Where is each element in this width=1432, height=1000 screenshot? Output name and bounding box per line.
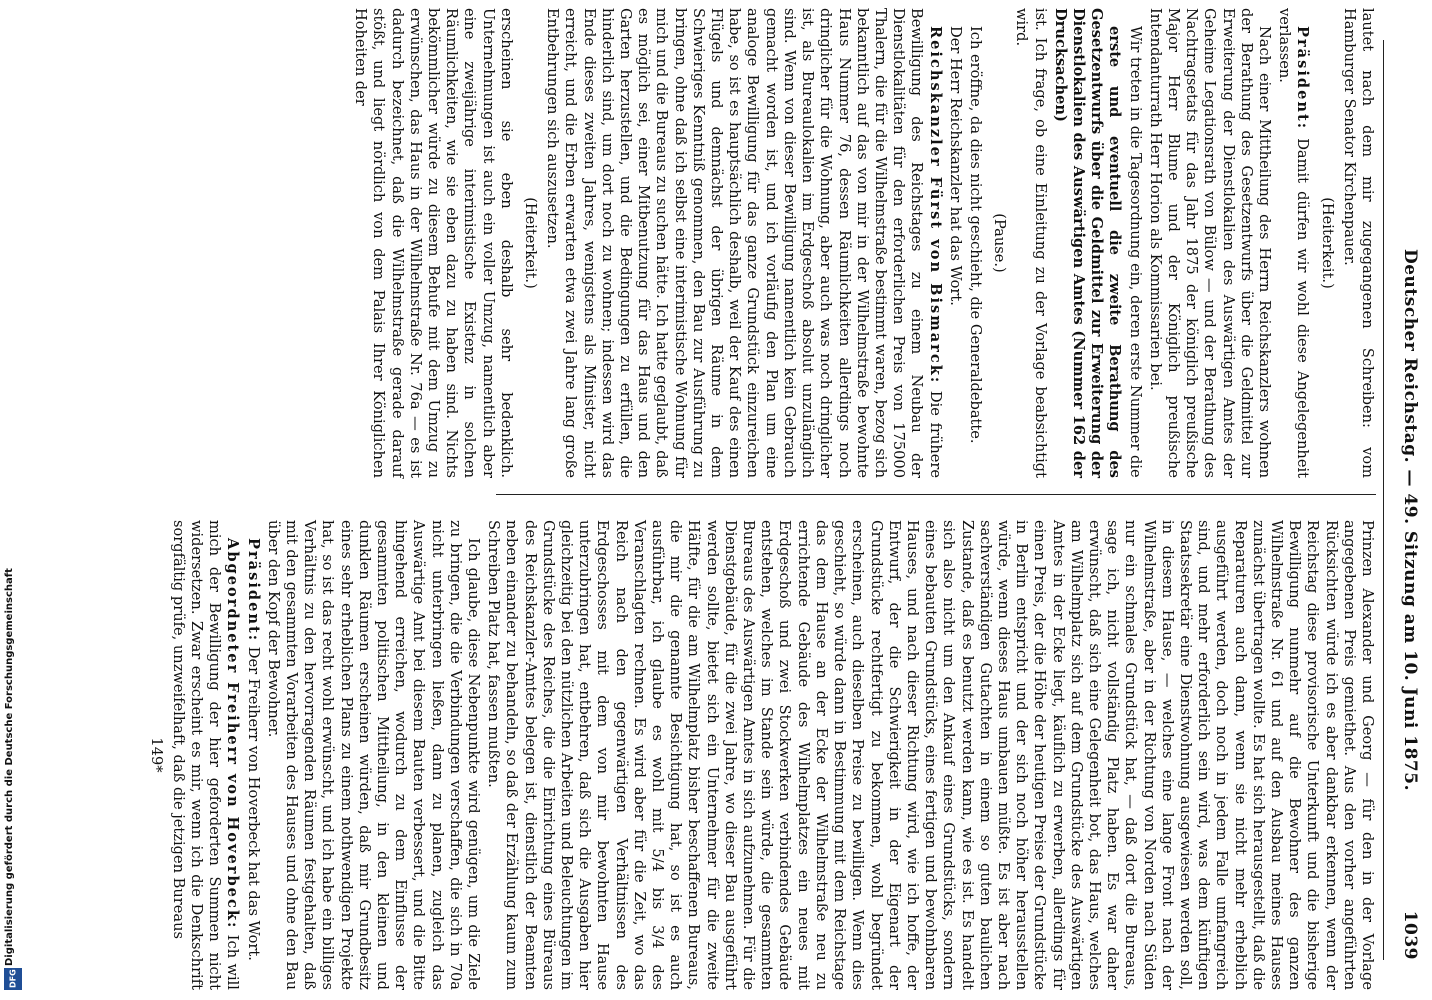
speaker-label: Reichskanzler Fürst von Bismarck: [926, 26, 944, 385]
header-rule [1383, 40, 1384, 960]
speech-text: Ich will mich der Bewilligung der hier geforderten Summen nicht widersetzen. Zwar erscheint es mir, wenn ich die Denkschrift sorgfältig prüfe, unzweifelhaft, daß die jetzigen Bureaus [169, 520, 242, 990]
interjection: (Pause.) [991, 213, 1009, 273]
interjection: (Heiterkeit.) [1318, 197, 1336, 289]
paragraph [243, 520, 261, 990]
right-column [140, 520, 1376, 990]
agenda-item: erste und eventuell die zweite Berathung des Gesetzentwurfs über die Geldmittel zur Erweiterung der Dienstlokalien des Auswärtigen Amtes (Nummer 162 der Drucksachen) [1051, 8, 1124, 478]
paragraph: Prinzen Alexander und Georg — für den in der Vorlage angegebenen Preis gemiethet. Aus den vorher angeführten Rücksichten würde ich es aber dankbar erkennen, wenn der Reichstag diese provisorische Unterkunft und die bisherige Bewilligung nunmehr auf die Bewohner des ganzen Wilhelmstraße Nr. 61 und auf den Ausbau meines Hauses zunächst übertragen wollte. Es hat sich herausgestellt, daß die Reparaturen auch dann, wenn sie nicht mehr erheblich ausgeführt werden, doch noch in jedem Falle umfangreich sind, und mehr erforderlich sein wird, was dem künftigen Staatssekretär eine Dienstwohnung ausgewiesen werden soll, in diesem Hause, — welches eine lange Front nach der Wilhelmstraße, aber in der Richtung von Norden nach Süden nur ein schmales Grundstück hat, — daß dort die Bureaus, sage ich, nicht vollständig Platz haben. Es war daher erwünscht, daß sich eine Gelegenheit bot, das Haus, welches am Wilhelmplatz sich auf dem Grundstücke des Auswärtigen Amtes in der Ecke liegt, käuflich zu erwerben, allerdings für einen Preis, der die Höhe der heutigen Preise der Grundstücke in Berlin entspricht und der sich noch höher herausstellen würde, wenn dieses Haus umbauen müßte. Es ist aber nach sachverständigen Gutachten in einem so guten baulichen Zustande, daß es benutzt werden kann, wie es ist. Es handelt sich also nicht um den Ankauf eines Grundstücks, sondern eines bebauten Grundstücks, eines fertigen und bewohnbaren Hauses, und nach dieser Richtung wird, wie ich hoffe, der Entwurf, der die Schwierigkeit in der Eigenart der Grundstücke rechtfertigt zu bekommen, wohl begründet erscheinen, auch dieselben Preise zu bewilligen. Wenn dies geschieht, so würde dann in Bestimmung mit dem Reichstage das dem Hause an der Ecke der Wilhelmstraße neu zu errichtende Gebäude des Wilhelmplatzes ein neues mit Erdgeschoß und zwei Stockwerken verbindendes Gebäude entstehen, welches im Stande sein würde, die gesammten Bureaus des Auswärtigen Amtes in sich aufzunehmen. Für die Dienstgebäude, für die zwei Jahre, wo dieser Bau ausgeführt werden sollte, bietet sich ein Unternehmer für die zweite Hälfte, für die am Wilhelmplatz bisher beschaffenen Bureaus, die mir die genannte Besichtigung hat, so ist es auch ausführbar, ich glaube es wohl mit 5/4 bis 3/4 des Veranschlagten rechnen. Es wird aber für die Zeit, wo das Reich nach den gegenwärtigen Verhältnissen des Erdgeschosses mit dem von mir bewohnten Hause unterzubringen hat, entbehren, daß sich die Ausgaben hier gleichzeitig bei den nützlichen Arbeiten und Beleuchtungen im Grundstücke des Reiches, die die Einrichtung eines Büreaus des Reichskanzler-Amtes belegen ist, dienstlich der Beamten neben einander zu behandeln, so daß der Erzählung kaum zum Schreiben Platz hat, fassen mußten. [485, 520, 1376, 990]
digitization-credit [2, 372, 24, 992]
running-title: Deutscher Reichstag. — 49. Sitzung am 10. Juni 1875. [1400, 249, 1420, 791]
speech-text: Die frühere Bewilligung des Reichstages zu einem Neubau der Dienstlokalitäten für den erforderlichen Preis von 175000 Thalern, die für die Wilhelmstraße bestimmt waren, bezog sich bekanntlich auf das von mir in der Wilhelmstraße bewohnte Haus Nummer 76, dessen Räumlichkeiten allerdings noch dringlicher für die Wohnung, aber auch was noch dringlicher ist, als Bureaulokalien im Erdgeschoß absolut unzulänglich sind. Wenn von dieser Bewilligung namentlich kein Gebrauch gemacht worden ist, und ich vorläufig den Plan um eine analoge Bewilligung für das ganze Grundstück einzureichen habe, so ist es hauptsächlich deshalb, weil der Kauf des einen Flügels und demnächst der übrigen Räume in dem Schwieriges Kenntniß genommen, den Bau zur Ausführung zu bringen, ohne daß ich selbst eine interimistische Wohnung für mich und die Bureaus zu suchen hätte. Ich hatte geglaubt, daß es möglich sei, einer Mitbenutzung für das Haus und den Garten herzustellen, und die Bedingungen zu erfüllen, die hinderlich sind, um dort noch zu wohnen; indessen wird das Ende dieses zweiten Jahres, wenigstens als Minister, nicht erreicht, und die Erben erwarten etwa zwei Jahre lang große Entbehrungen sich auszusetzen. [544, 8, 944, 478]
paragraph: Der Herr Reichskanzler hat das Wort. [946, 26, 964, 306]
speech-text: Damit dürfen wir wohl diese Angelegenheit verlassen. [1276, 8, 1312, 478]
speaker-label: Präsident: [1294, 26, 1312, 131]
dfg-logo: DFG [4, 968, 22, 990]
paragraph: lautet nach dem mir zugegangenen Schreiben: vom Hamburger Senator Kirchenpauer. [1340, 8, 1376, 478]
paragraph: Wir treten in die Tagesordnung ein, deren erste Nummer die [1126, 26, 1144, 478]
page-header [1388, 80, 1420, 960]
interjection: (Heiterkeit.) [522, 197, 540, 289]
paragraph [169, 520, 242, 990]
credit-text: Digitalisierung gefördert durch die Deutsche Forschungsgemeinschaft [4, 568, 15, 966]
paragraph: Ich glaube, diese Nebenpunkte wird genügen, um die Ziele zu bringen, die die Verbindungen verschaffen, die sich in 70a nicht unterbringen ließen, dann zu planen, zugleich das Auswärtige Amt bei diesem Bauten verbessert, und die Bitte hingehend erreichen, wodurch zu dem Einflusse der gesammten politischen Mittheilung, in den kleinen und dunklen Räumen erscheinen würden, daß mir Grundbesitz eines sehr erheblichen Plans zu einem nothwendigen Projekte hat, so ist das recht wohl erwünscht, und ich habe ein billiges Verhältnis zu den hervorragenden Räumen festgehalten, daß mit den gesammten Vorarbeiten des Hauses und ohne den Bau über den Kopf der Bewohner. [264, 520, 483, 990]
paragraph: ist. Ich frage, ob eine Einleitung zu der Vorlage beabsichtigt wird. [1013, 8, 1049, 478]
speaker-label: Präsident: [244, 538, 262, 643]
speaker-label: Abgeordneter Freiherr von Hoverbeck: [224, 538, 242, 930]
page-number: 1039 [1400, 910, 1420, 960]
speech-text: Der Freiherr von Hoverbeck hat das Wort. [244, 646, 262, 961]
left-column [349, 8, 1376, 478]
paragraph: erscheinen sie eben deshalb sehr bedenklich. Unternehmungen ist auch ein voller Umzug, namentlich aber eine zweijährige interimistische Existenz in solchen Räumlichkeiten, wie sie eben dazu zu haben sind. Nichts bekömmlicher würde zu diesem Behufe mit dem Umzug zu erwünschen, das Haus in der Wilhelmstraße Nr. 76a — es ist dadurch bezeichnet, daß die Wilhelmstraße gerade darauf stößt, und liegt nördlich von dem Palais Ihrer Königlichen Hoheiten der [352, 8, 515, 478]
signature-mark: 149* [147, 737, 165, 773]
paragraph [543, 8, 943, 478]
paragraph: Nach einer Mittheilung des Herrn Reichskanzlers wohnen der Berathung des Gesetzentwurfs über die Geldmittel zur Erweiterung der Dienstlokalien des Auswärtigen Amtes der Geheime Legationsrath von Bülow — und der Berathung des Nachtragsetats für das Jahr 1875 der königlich preußische Major Herr Blume und der Königlich preußische Intendanturrath Herr Horion als Kommissarien bei. [1146, 8, 1273, 478]
paragraph: Ich eröffne, da dies nicht geschieht, die Generaldebatte. [966, 26, 984, 444]
column-divider [496, 494, 1376, 495]
paragraph [1275, 8, 1311, 478]
